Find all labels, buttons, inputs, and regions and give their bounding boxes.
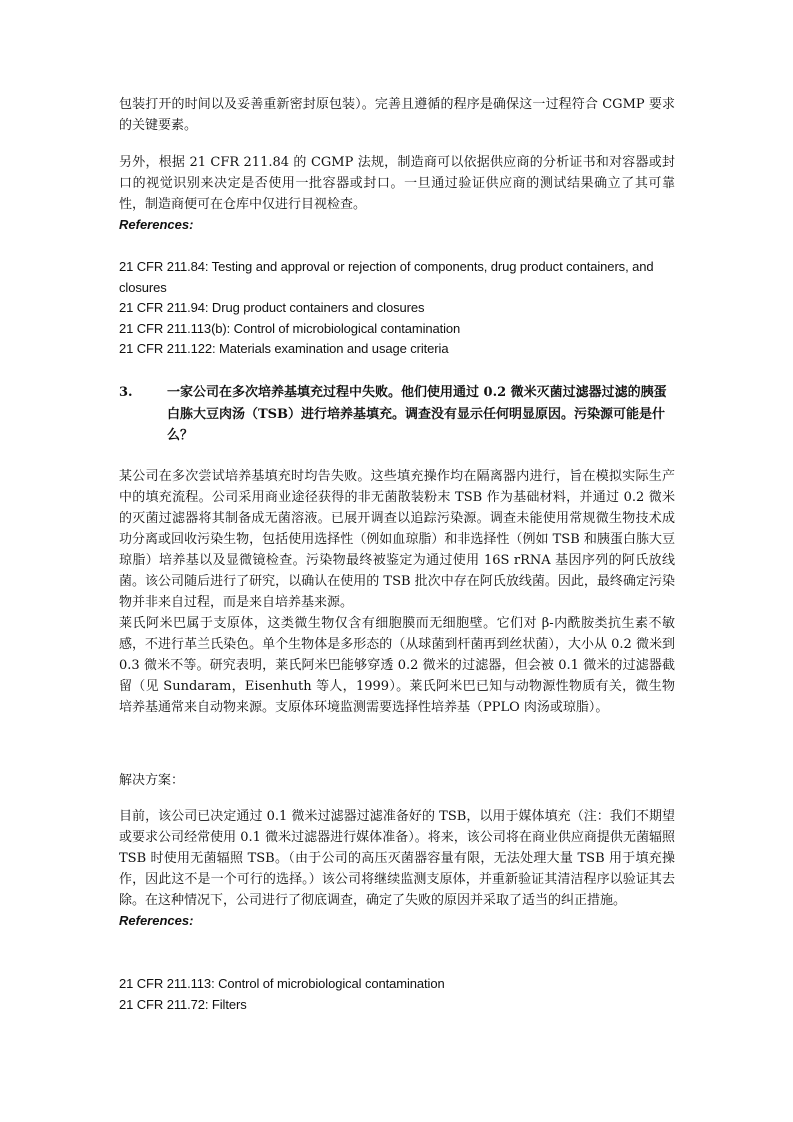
reference-item: 21 CFR 211.72: Filters — [119, 996, 247, 1012]
solution-heading-block — [119, 770, 675, 791]
references-heading-2: References: — [119, 913, 194, 928]
intro-paragraph-1: 包装打开的时间以及妥善重新密封原包装）。完善且遵循的程序是确保这一过程符合 CGMP 要求的关键要素。 — [119, 97, 675, 133]
intro-paragraph-2: 另外，根据 21 CFR 211.84 的 CGMP 法规，制造商可以依据供应商的分析证书和对容器或封口的视觉识别来决定是否使用一批容器或封口。一旦通过验证供应商的测试结果确立了其可靠性，制造商便可在仓库中仅进行目视检查。 — [119, 155, 675, 212]
intro-section-2 — [119, 152, 675, 235]
intro-section — [119, 94, 675, 136]
solution-section — [119, 806, 675, 931]
references-list-1 — [119, 257, 675, 360]
reference-item: 21 CFR 211.94: Drug product containers and closures — [119, 300, 425, 315]
reference-item: 21 CFR 211.84: Testing and approval or rejection of components, drug product containers, and closures — [119, 259, 654, 295]
question-text: 一家公司在多次培养基填充过程中失败。他们使用通过 0.2 微米灭菌过滤器过滤的胰蛋白胨大豆肉汤（TSB）进行培养基填充。调查没有显示任何明显原因。污染源可能是什么？ — [167, 385, 667, 443]
solution-paragraph: 目前，该公司已决定通过 0.1 微米过滤器过滤准备好的 TSB，以用于媒体填充（注：我们不期望或要求公司经常使用 0.1 微米过滤器进行媒体准备）。将来，该公司将在商业供应商提供无菌辐照 TSB 时使用无菌辐照 TSB。（由于公司的高压灭菌器容量有限，无法处理大量 TSB 用于填充操作，因此这不是一个可行的选择。）该公司将继续监测支原体，并重新验证其清洁程序以验证其去除。在这种情况下，公司进行了彻底调查，确定了失败的原因并采取了适当的纠正措施。 — [119, 809, 675, 908]
answer-paragraph-1: 某公司在多次尝试培养基填充时均告失败。这些填充操作均在隔离器内进行，旨在模拟实际生产中的填充流程。公司采用商业途径获得的非无菌散装粉末 TSB 作为基础材料，并通过 0.2 微米的灭菌过滤器将其制备成无菌溶液。已展开调查以追踪污染源。调查未能使用常规微生物技术成功分离或回收污染生物，包括使用选择性（例如血琼脂）和非选择性（例如 TSB 和胰蛋白胨大豆琼脂）培养基以及显微镜检查。污染物最终被鉴定为通过使用 16S rRNA 基因序列的阿氏放线菌。该公司随后进行了研究，以确认在使用的 TSB 批次中存在阿氏放线菌。因此，最终确定污染物并非来自过程，而是来自培养基来源。 — [119, 469, 675, 610]
answer-section — [119, 466, 675, 718]
answer-paragraph-2: 莱氏阿米巴属于支原体，这类微生物仅含有细胞膜而无细胞壁。它们对 β-内酰胺类抗生素不敏感，不进行革兰氏染色。单个生物体是多形态的（从球菌到杆菌再到丝状菌），大小从 0.2 微米到 0.3 微米不等。研究表明，莱氏阿米巴能够穿透 0.2 微米的过滤器，但会被 0.1 微米的过滤器截留（见 Sundaram，Eisenhuth 等人，1999）。莱氏阿米巴已知与动物源性物质有关，微生物培养基通常来自动物来源。支原体环境监测需要选择性培养基（PPLO 肉汤或琼脂）。 — [119, 616, 675, 715]
reference-item: 21 CFR 211.113(b): Control of microbiological contamination — [119, 320, 461, 336]
reference-item: 21 CFR 211.122: Materials examination and usage criteria — [119, 341, 449, 356]
question-number: 3. — [119, 385, 133, 400]
reference-item: 21 CFR 211.113: Control of microbiological contamination — [119, 976, 445, 991]
solution-heading: 解决方案： — [119, 773, 185, 788]
references-list-2 — [119, 974, 675, 1015]
references-heading-1: References: — [119, 217, 194, 232]
